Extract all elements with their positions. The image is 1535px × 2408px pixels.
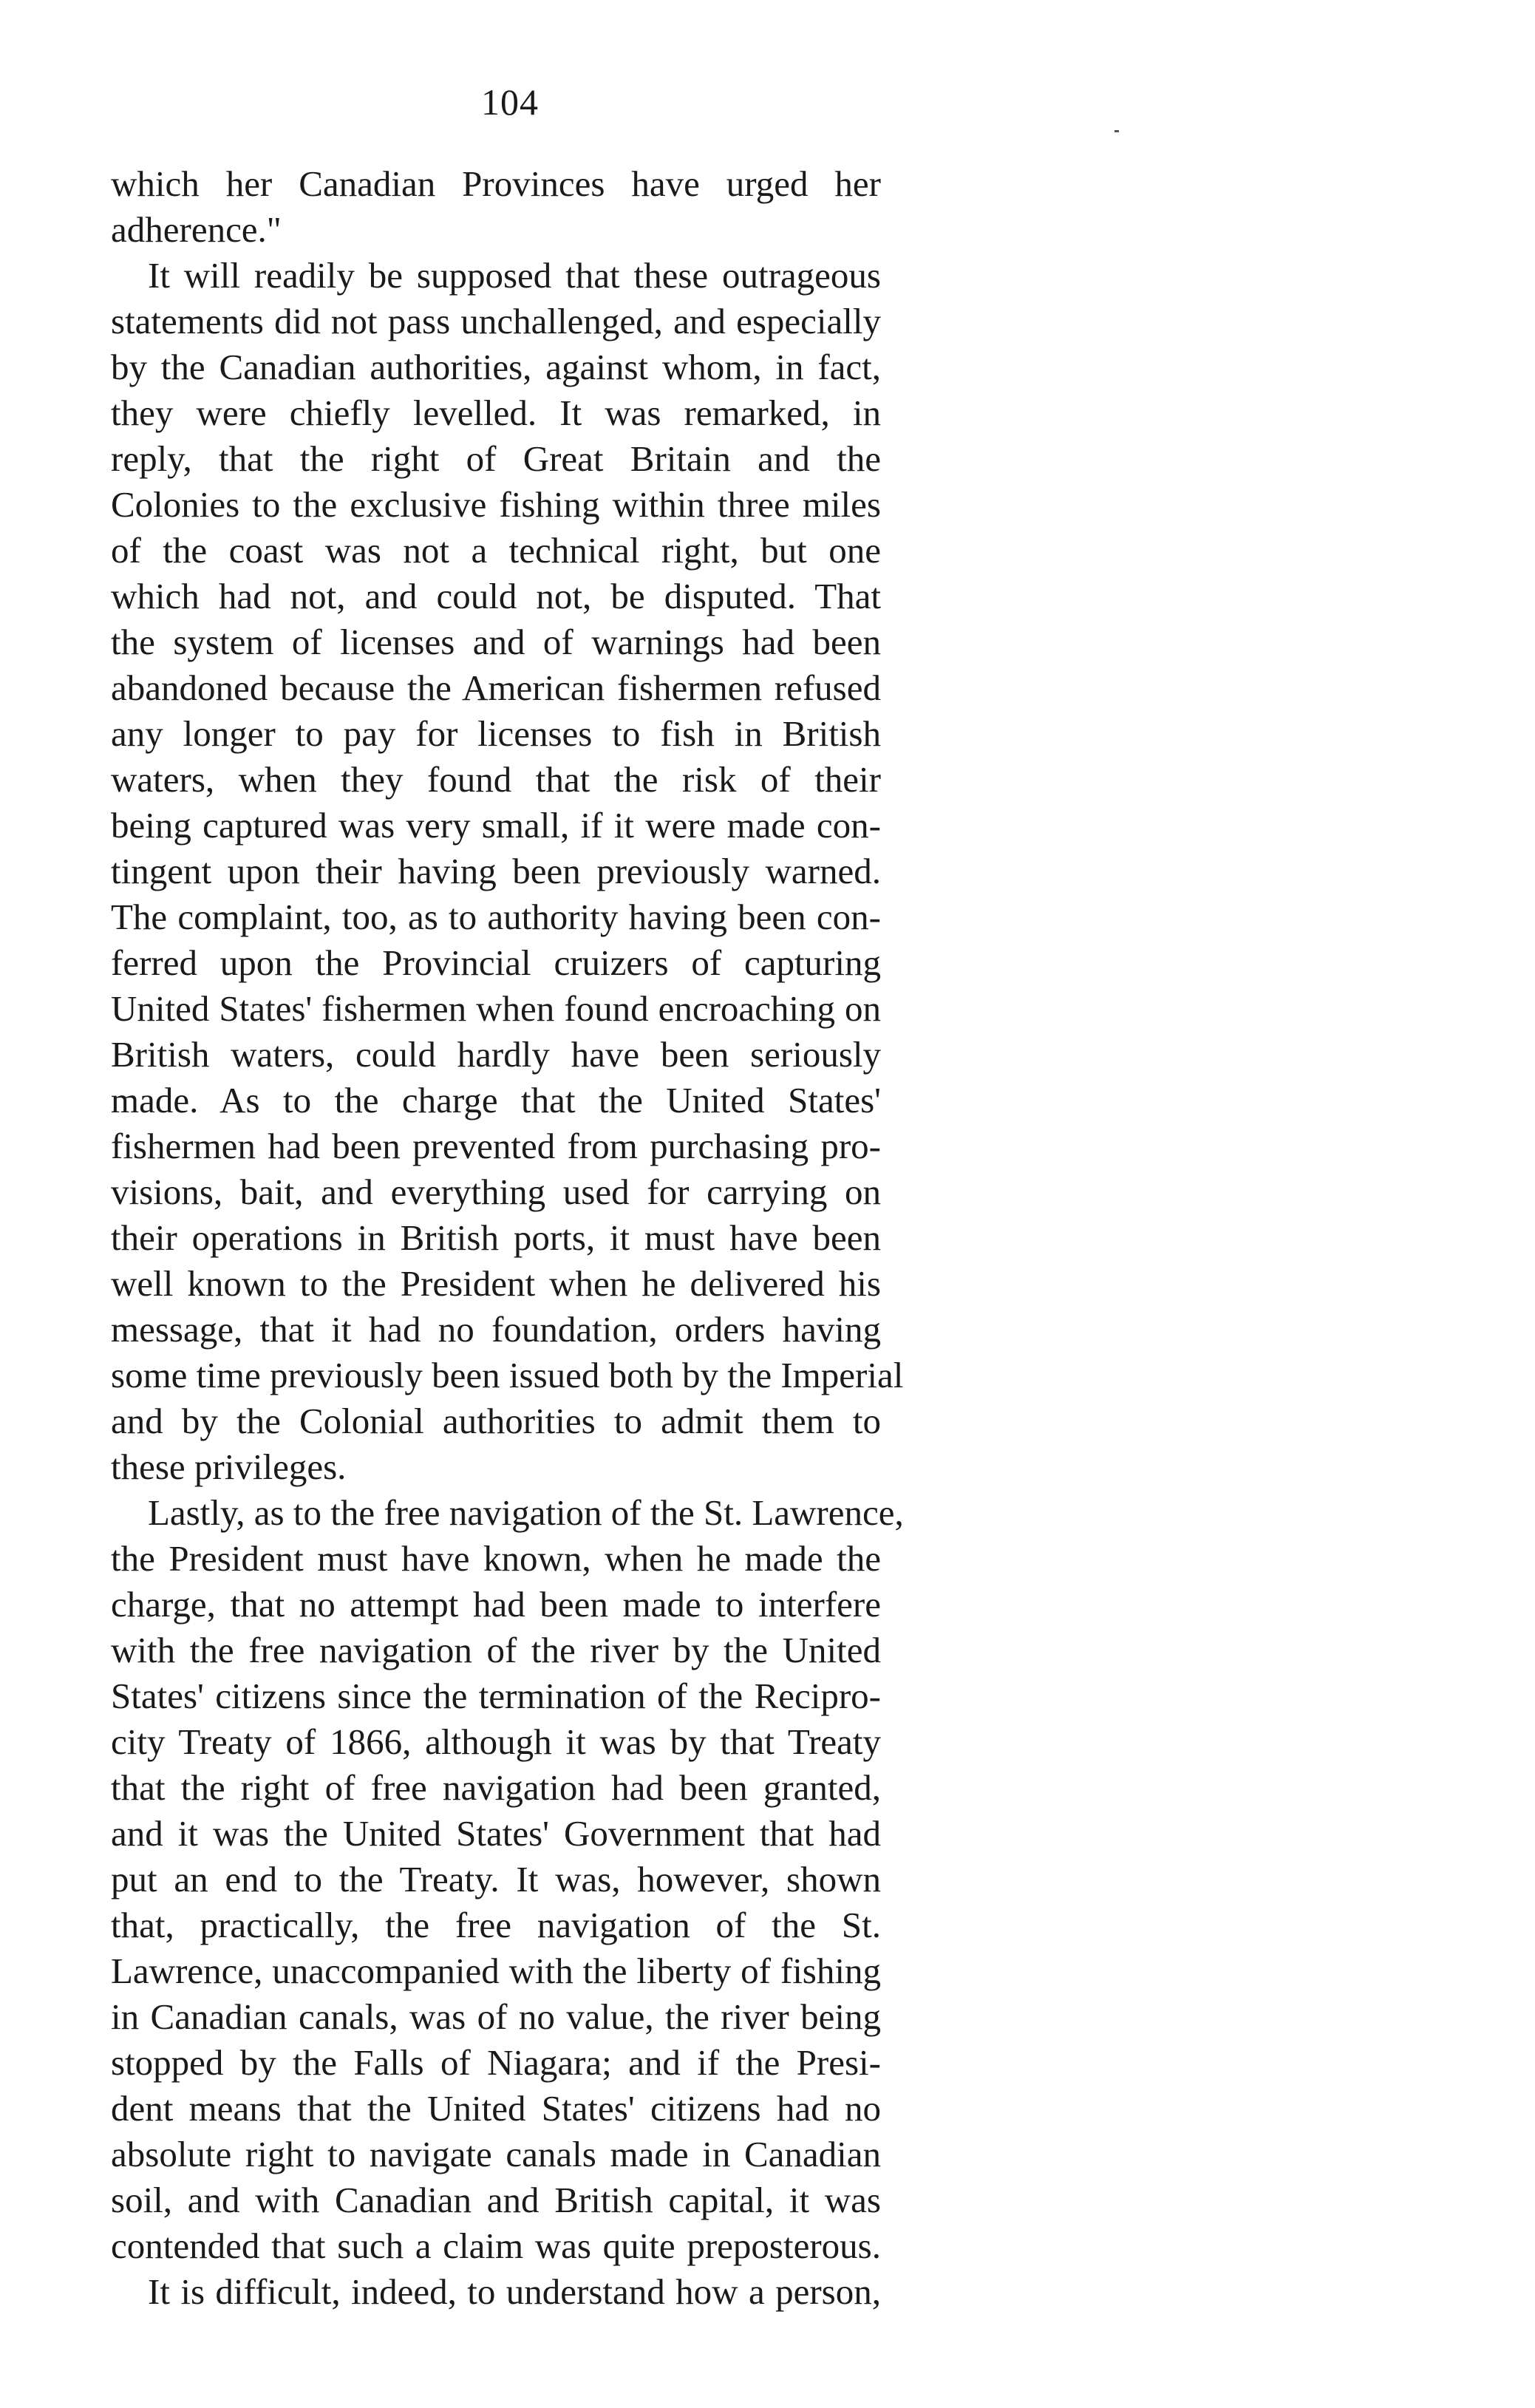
text-line: they were chiefly levelled. It was remarked, in xyxy=(111,392,881,433)
text-line: tingent upon their having been previously warned. xyxy=(111,851,881,891)
text-line: stopped by the Falls of Niagara; and if the Presi- xyxy=(111,2042,881,2083)
text-line: dent means that the United States' citizens had no xyxy=(111,2088,881,2129)
text-line: well known to the President when he delivered his xyxy=(111,1263,881,1304)
text-line: Lawrence, unaccompanied with the liberty of fishing xyxy=(111,1950,881,1991)
text-line: in Canadian canals, was of no value, the river being xyxy=(111,1996,881,2037)
text-line: their operations in British ports, it must have been xyxy=(111,1217,881,1258)
text-line: some time previously been issued both by the Imperial xyxy=(111,1355,904,1395)
text-line: reply, that the right of Great Britain and the xyxy=(111,438,881,479)
text-line: which had not, and could not, be disputed. That xyxy=(111,576,881,616)
text-line: charge, that no attempt had been made to interfere xyxy=(111,1584,881,1625)
text-line: waters, when they found that the risk of their xyxy=(111,759,881,800)
text-line: and by the Colonial authorities to admit them to xyxy=(111,1401,881,1441)
text-line: United States' fishermen when found encroaching on xyxy=(111,988,881,1029)
text-line: It will readily be supposed that these outrageous xyxy=(148,255,881,296)
text-line: The complaint, too, as to authority having been con- xyxy=(111,897,881,937)
text-line: Lastly, as to the free navigation of the St. Lawrence, xyxy=(148,1492,904,1533)
text-line: that, practically, the free navigation of the St. xyxy=(111,1905,881,1945)
text-line: the President must have known, when he made the xyxy=(111,1538,881,1579)
text-line: these privileges. xyxy=(111,1446,347,1487)
text-line: It is difficult, indeed, to understand how a person, xyxy=(148,2271,881,2312)
stray-print-mark xyxy=(1114,130,1119,132)
text-line: Colonies to the exclusive fishing within three miles xyxy=(111,484,881,525)
text-line: ferred upon the Provincial cruizers of capturing xyxy=(111,942,881,983)
text-line: that the right of free navigation had been granted, xyxy=(111,1767,881,1808)
text-line: abandoned because the American fishermen refused xyxy=(111,667,881,708)
text-line: made. As to the charge that the United States' xyxy=(111,1080,881,1120)
text-line: being captured was very small, if it were made con- xyxy=(111,805,881,846)
text-line: by the Canadian authorities, against whom, in fact, xyxy=(111,347,881,387)
text-line: which her Canadian Provinces have urged her xyxy=(111,163,881,204)
text-line: fishermen had been prevented from purchasing pro- xyxy=(111,1126,881,1166)
text-line: statements did not pass unchallenged, and especially xyxy=(111,301,881,341)
text-line: absolute right to navigate canals made in Canadian xyxy=(111,2134,881,2174)
body-text xyxy=(111,161,904,2315)
text-line: visions, bait, and everything used for carrying on xyxy=(111,1171,881,1212)
text-line: contended that such a claim was quite preposterous. xyxy=(111,2225,881,2266)
page-number: 104 xyxy=(481,81,539,123)
text-line: of the coast was not a technical right, but one xyxy=(111,530,881,571)
text-line: with the free navigation of the river by the United xyxy=(111,1630,881,1670)
text-line: message, that it had no foundation, orders having xyxy=(111,1309,881,1350)
text-line: any longer to pay for licenses to fish in British xyxy=(111,713,881,754)
text-line: city Treaty of 1866, although it was by that Treaty xyxy=(111,1721,881,1762)
text-line: British waters, could hardly have been seriously xyxy=(111,1034,881,1075)
text-line: soil, and with Canadian and British capital, it was xyxy=(111,2180,881,2220)
text-line: adherence." xyxy=(111,209,282,250)
text-line: put an end to the Treaty. It was, however, shown xyxy=(111,1859,881,1899)
text-line: the system of licenses and of warnings had been xyxy=(111,622,881,662)
text-line: and it was the United States' Government that had xyxy=(111,1813,881,1854)
text-line: States' citizens since the termination of the Recipro- xyxy=(111,1676,881,1716)
